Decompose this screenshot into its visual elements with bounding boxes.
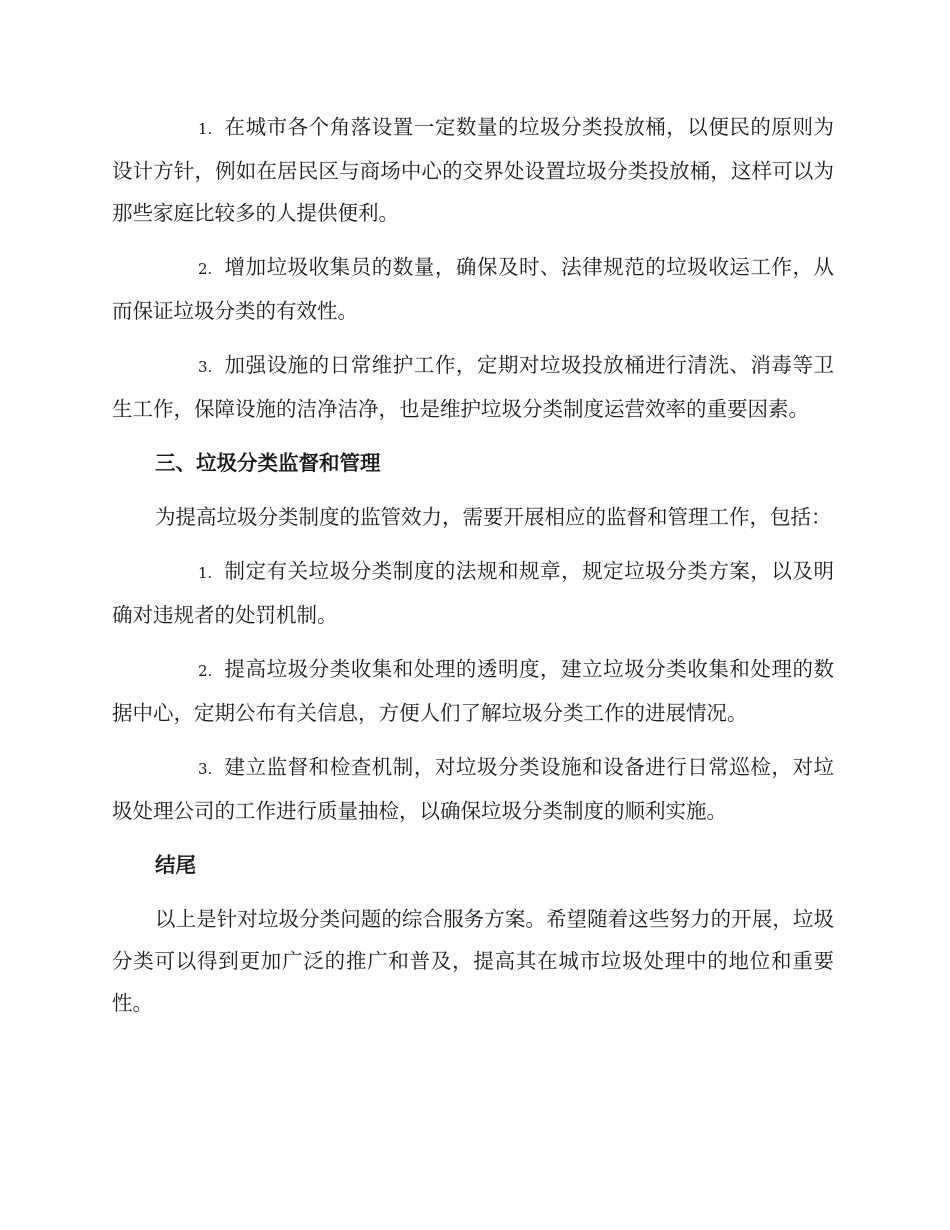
document-body: [112, 106, 834, 1036]
list-number: 3.: [198, 760, 213, 778]
list-number: 1.: [198, 564, 213, 582]
list-item-text: 建立监督和检查机制，对垃圾分类设施和设备进行日常巡检，对垃圾处理公司的工作进行质量抽检，以确保垃圾分类制度的顺利实施。: [112, 755, 834, 823]
list-item: [112, 106, 834, 234]
list-item: [112, 550, 834, 636]
closing-heading: 结尾: [155, 853, 196, 877]
closing-paragraph: 以上是针对垃圾分类问题的综合服务方案。希望随着这些努力的开展，垃圾分类可以得到更加广泛的推广和普及，提高其在城市垃圾处理中的地位和重要性。: [112, 907, 834, 1015]
list-number: 1.: [198, 120, 213, 138]
list-item: [112, 648, 834, 734]
list-item-text: 提高垃圾分类收集和处理的透明度，建立垃圾分类收集和处理的数据中心，定期公布有关信息，方便人们了解垃圾分类工作的进展情况。: [112, 657, 834, 725]
list-item: [112, 746, 834, 832]
section-intro: 为提高垃圾分类制度的监管效力，需要开展相应的监督和管理工作，包括：: [155, 505, 832, 529]
list-number: 3.: [198, 358, 213, 376]
list-item-text: 增加垃圾收集员的数量，确保及时、法律规范的垃圾收运工作，从而保证垃圾分类的有效性。: [112, 255, 834, 323]
list-number: 2.: [198, 260, 213, 278]
list-item-text: 加强设施的日常维护工作，定期对垃圾投放桶进行清洗、消毒等卫生工作，保障设施的洁净洁净，也是维护垃圾分类制度运营效率的重要因素。: [112, 353, 834, 421]
list-item: [112, 344, 834, 430]
list-item-text: 在城市各个角落设置一定数量的垃圾分类投放桶，以便民的原则为设计方针，例如在居民区与商场中心的交界处设置垃圾分类投放桶，这样可以为那些家庭比较多的人提供便利。: [112, 115, 834, 225]
section-heading: 三、垃圾分类监督和管理: [155, 451, 381, 475]
list-item: [112, 246, 834, 332]
list-item-text: 制定有关垃圾分类制度的法规和规章，规定垃圾分类方案，以及明确对违规者的处罚机制。: [112, 559, 834, 627]
list-number: 2.: [198, 662, 213, 680]
